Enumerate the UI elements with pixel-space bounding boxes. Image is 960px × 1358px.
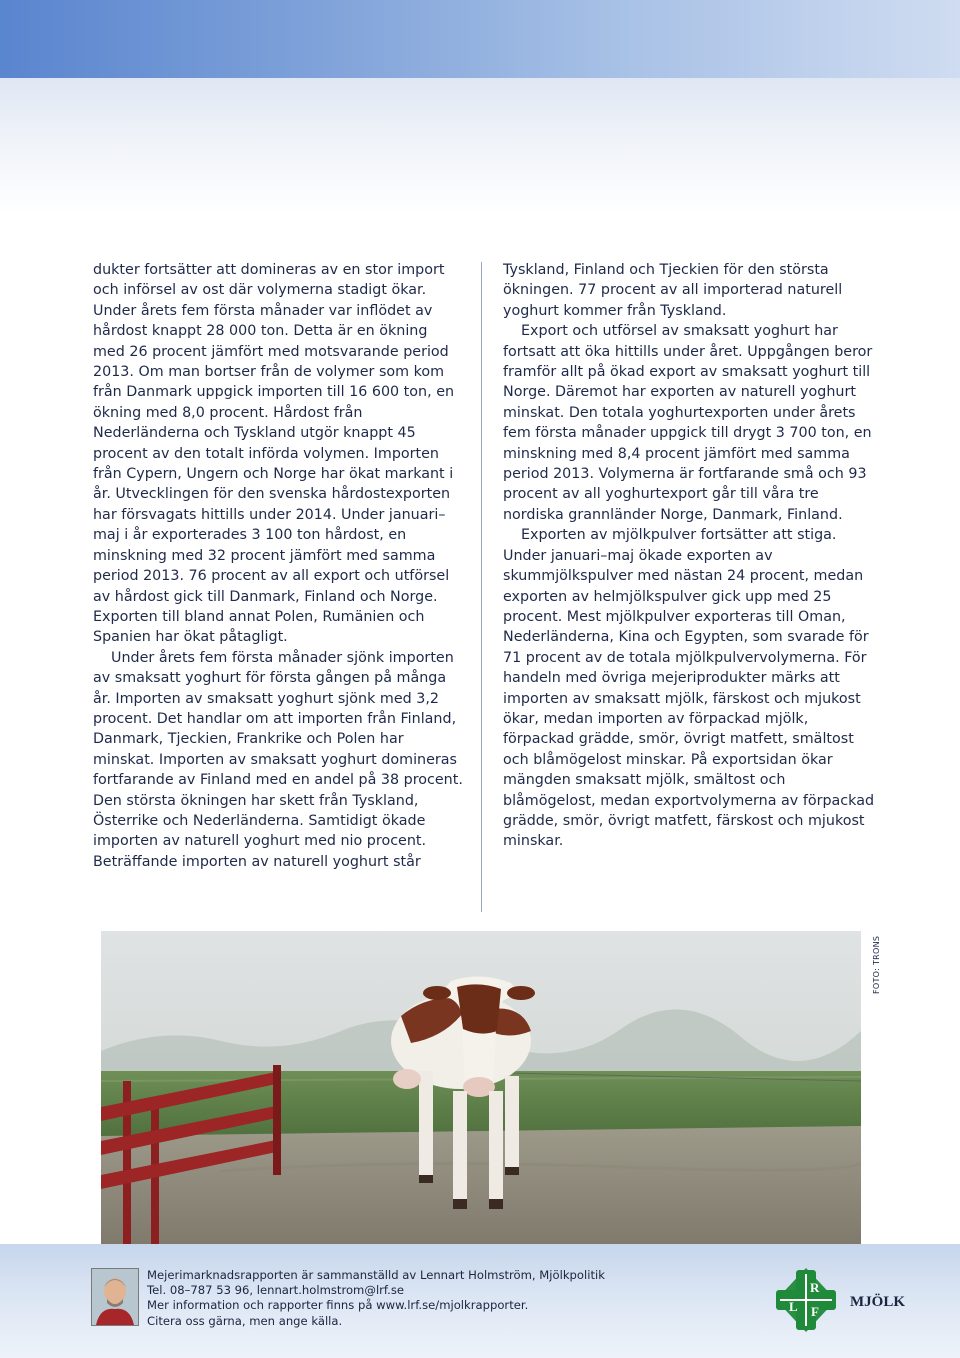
left-paragraph-1: dukter fortsätter att domineras av en stor import och införsel av ost där volymerna stadigt ökar. Under årets fem första månader var inflödet av hårdost knappt 28 000 ton. Detta är en ökning med 26 procent jämfört med motsvarande period 2013. Om man bortser från de volymer som kom från Danmark uppgick importen till 16 600 ton, en ökning med 8,0 procent. Hårdost från Nederländerna och Tyskland utgör knappt 45 procent av den totalt införda volymen. Importen från Cypern, Ungern och Norge har ökat markant i år. Utvecklingen för den svenska hårdostexporten har försvagats hittills under 2014. Under januari–maj i år exporterades 3 100 ton hårdost, en minskning med 32 procent jämfört med samma period 2013. 76 procent av all export och utförsel av hårdost gick till Danmark, Finland och Norge. Exporten till bland annat Polen, Rumänien och Spanien har ökat påtagligt. xyxy=(93,262,455,646)
footer-line-2: Tel. 08–787 53 96, lennart.holmstrom@lrf.se xyxy=(147,1283,405,1298)
right-paragraph-3: Exporten av mjölkpulver fortsätter att stiga. Under januari–maj ökade exporten av skummjölkspulver med nästan 24 procent, medan exporten av helmjölkspulver gick upp med 25 procent. Mest mjölkpulver exporteras till Oman, Nederländerna, Kina och Egypten, som svarade för 71 procent av de totala mjölkpulvervolymerna. För handeln med övriga mejeriprodukter märks att importen av smaksatt mjölk, färskost och mjukost ökar, medan importen av förpackad mjölk, förpackad grädde, smör, övrigt matfett, smältost och blåmögelost minskar. På exportsidan ökar mängden smaksatt mjölk, smältost och blåmögelost, medan exportvolymerna av förpackad grädde, smör, övrigt matfett, färskost och mjukost minskar. xyxy=(503,527,875,850)
header-stripe xyxy=(0,0,960,78)
header-fade xyxy=(0,78,960,215)
lrf-logo-icon xyxy=(772,1268,922,1332)
cow-photo-illustration xyxy=(101,931,861,1244)
right-paragraph-1: Tyskland, Finland och Tjeckien för den största ökningen. 77 procent av all importerad naturell yoghurt kommer från Tyskland. xyxy=(503,262,843,319)
left-column xyxy=(93,260,463,872)
right-column xyxy=(503,260,875,852)
logo-wordmark: MJÖLK xyxy=(850,1294,905,1310)
footer-line-3: Mer information och rapporter finns på www.lrf.se/mjolkrapporter. xyxy=(147,1298,529,1313)
footer-line-1: Mejerimarknadsrapporten är sammanställd av Lennart Holmström, Mjölkpolitik xyxy=(147,1268,605,1282)
header-band xyxy=(0,0,960,215)
author-avatar xyxy=(91,1268,139,1326)
photo-credit: FOTO: TRONS xyxy=(872,935,881,994)
logo-letter-f: F xyxy=(811,1304,819,1319)
footer-text xyxy=(147,1268,707,1329)
column-divider xyxy=(481,262,482,912)
cow-photo xyxy=(101,931,861,1244)
logo-letter-r: R xyxy=(810,1280,820,1295)
author-portrait-icon xyxy=(92,1269,138,1325)
footer-line-4: Citera oss gärna, men ange källa. xyxy=(147,1313,343,1328)
right-paragraph-2: Export och utförsel av smaksatt yoghurt har fortsatt att öka hittills under året. Uppgången beror framför allt på ökad export av smaksatt yoghurt till Norge. Däremot har exporten av naturell yoghurt minskat. Den totala yoghurtexporten under årets fem första månader uppgick till drygt 3 700 ton, en minskning med 8,4 procent jämfört med samma period 2013. Volymerna är fortfarande små och 93 procent av all yoghurtexport går till våra tre nordiska grannländer Norge, Danmark, Finland. xyxy=(503,323,873,523)
lrf-mjolk-logo xyxy=(772,1268,922,1332)
left-paragraph-2: Under årets fem första månader sjönk importen av smaksatt yoghurt för första gången på många år. Importen av smaksatt yoghurt sjönk med 3,2 procent. Det handlar om att importen från Finland, Danmark, Tjeckien, Frankrike och Polen har minskat. Importen av smaksatt yoghurt domineras fortfarande av Finland med en andel på 38 procent. Den största ökningen har skett från Tyskland, Österrike och Nederländerna. Samtidigt ökade importen av naturell yoghurt med nio procent. Beträffande importen av naturell yoghurt står xyxy=(93,649,463,870)
logo-letter-l: L xyxy=(789,1299,798,1314)
